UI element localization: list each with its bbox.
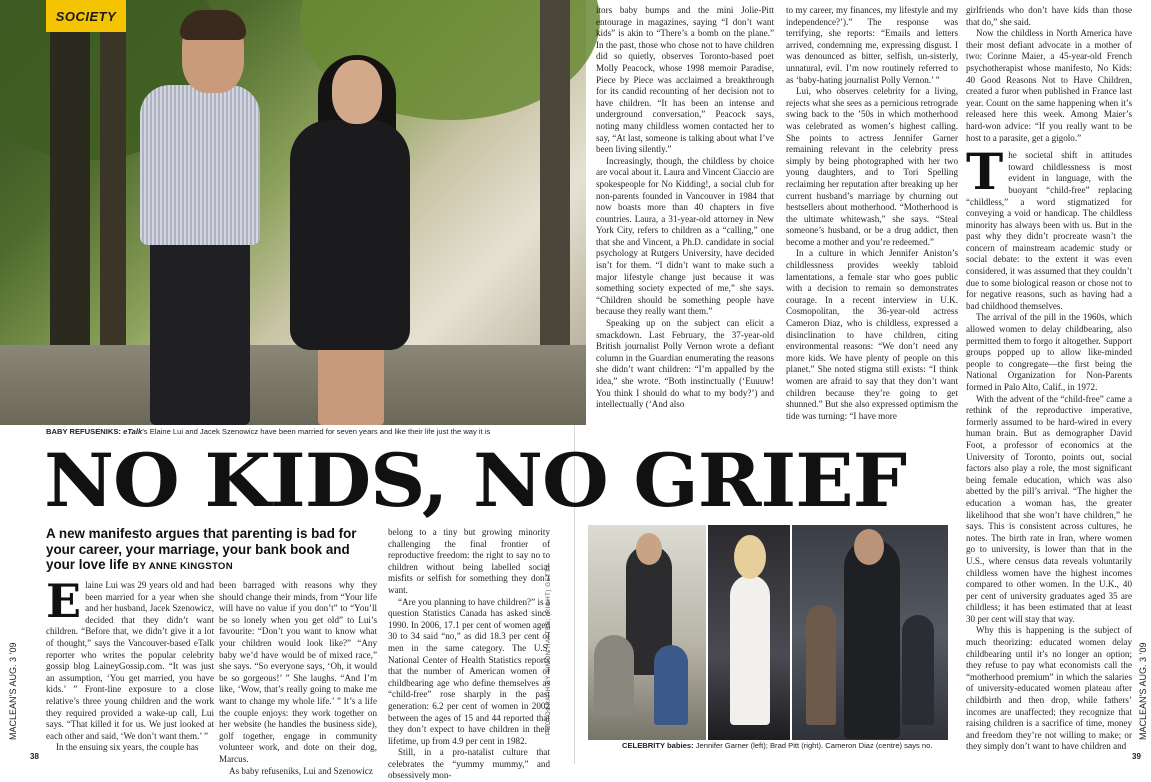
stroller bbox=[594, 635, 634, 715]
celebrity-caption bbox=[622, 741, 932, 750]
dropcap-e: E bbox=[46, 574, 82, 628]
photo-brad-pitt bbox=[792, 525, 948, 740]
paragraph: With the advent of the “child-free” came a rethink of the reproductive imperative, formerly assumed to be hard-wired in every human brain. But as demographer David Foot, a professor of economics at the University of Toronto, points out, social factors also play a role, the most significant being female education, which was also abetted by the pill’s arrival. “The higher the education a woman has, the greater likelihood that she won’t have children,” he says. This is consistent across cultures, he notes. The birth rate in Iran, where women go to university, is lower than that in the U.S., where census data reveals voluntarily childless women have the highest incomes compared to other women. In the U.K., 40 per cent of university graduates aged 35 are childless; it has been estimated that at least 30 per cent will stay that way. bbox=[966, 393, 1132, 624]
column-1 bbox=[46, 574, 214, 753]
man-figure bbox=[844, 539, 900, 739]
celebrity-photos bbox=[588, 525, 948, 740]
caption-show: eTalk bbox=[123, 427, 143, 436]
paragraph bbox=[46, 574, 214, 742]
man-figure bbox=[854, 529, 884, 565]
column-3 bbox=[388, 527, 550, 781]
paragraph: itors baby bumps and the mini Jolie-Pitt entourage in magazines, saying “I don’t want kids” is akin to “There’s a bomb on the plane.” In the past, those who chose not to have children did so quietly, observes Toronto-based poet Molly Peacock, whose 1998 memoir Paradise, Piece by Piece was acclaimed a breakthrough for its candid recounting of her decision not to have children. “It has been an intense and underground conversation,” Peacock says, noting many childless women contacted her to say, “At last, someone is talking about what I’ve been living silently.” bbox=[596, 5, 774, 155]
paragraph: As baby refuseniks, Lui and Szenowicz bbox=[229, 765, 373, 776]
paragraph: Now the childless in North America have their most defiant advocate in a mother of two: Corinne Maier, a 45-year-old French psychotherapist whose manifesto, No Kids: 40 Good Reasons Not to Have Children, created a furor when published in France last year. Count on the same happening when it’s released here this week. Among Maier’s hard-won advice: “If you really want to be host to a parasite, get a gigolo.” bbox=[966, 28, 1132, 143]
paragraph: The arrival of the pill in the 1960s, which allowed women to delay childbearing, also permitted them to forgo it altogether. Support groups popped up to allow like-minded people to congregate—the first being the National Organization for Non-Parents formed in Palo Alto, Calif., in 1972. bbox=[966, 312, 1132, 392]
paragraph: been barraged with reasons why they should change their minds, from “Your life will have no value if you don’t” to “You’ll be so lonely when you get old” to Lui’s favourite: “Don’t you want to know what your children would look like?” “Any baby we’d have would be of mixed race,” she says. “So everyone says, ‘Oh, it would be so gorgeous!’ ” She laughs. “And I’m like, ‘Wow, that’s really going to make me want to change my whole life.’ ” It’s a life the couple enjoys: they work together on her website (he handles the business side), golf together, engage in community volunteer work, and dote on their dog, Marcus. bbox=[219, 580, 377, 764]
man-figure bbox=[180, 10, 246, 40]
paragraph: Speaking up on the subject can elicit a smackdown. Last February, the 37-year-old British journalist Polly Vernon wrote a defiant column in the Guardian enumerating the reasons she didn’t want children: “I’m appalled by the idea,” she wrote. “Both instinctually (‘Euuuw! You think I should do what to my body?’) and intellectually (‘And also bbox=[596, 318, 774, 410]
man-figure bbox=[150, 238, 250, 425]
paragraph-text: he societal shift in attitudes toward childlessness is most evident in language, with the buoyant “child-free” replacing “childless,” a word stigmatized for conveying a void or handicap. The childless minority has always been with us. But in the past why they didn’t procreate wasn’t the concern of mainstream academic study or social debate: to the extent it was even considered, it was assumed that they couldn’t due to some biological reason or chose not to for negative reasons, such as having had a bad childhood themselves. bbox=[966, 150, 1132, 311]
woman-figure bbox=[290, 120, 410, 350]
celebrity-caption-text: Jennifer Garner (left); Brad Pitt (right). Cameron Diaz (centre) says no. bbox=[693, 741, 933, 750]
column-6 bbox=[966, 5, 1132, 752]
paragraph: Still, in a pro-natalist culture that celebrates the “yummy mummy,” and obsessively mon- bbox=[388, 747, 550, 781]
man-figure bbox=[140, 85, 260, 245]
section-tag bbox=[46, 0, 126, 32]
paragraph: “Are you planning to have children?” is a question Statistics Canada has asked since 1990. In 2006, 17.1 per cent of women aged 30 to 34 said “no,” as did 18.3 per cent of men in the same category. The U.S. National Center of Health Statistics reports that the number of American women of childbearing age who define themselves as “child-free” rose sharply in the past generation: 6.2 per cent of women in 2002 between the ages of 15 and 44 reported that they don’t expect to have children in their lifetime, up from 4.9 per cent in 1982. bbox=[388, 596, 550, 746]
deck-text: A new manifesto argues that parenting is bad for your career, your marriage, your bank book and your love life bbox=[46, 526, 357, 572]
magazine-date-left: MACLEAN’S AUG. 3 ’09 bbox=[8, 642, 18, 740]
photo-caption bbox=[46, 427, 586, 437]
paragraph: Why this is happening is the subject of much theorizing: educated women delay childbearing until it’s no longer an option; they refuse to pay what economists call the “motherhood premium” in which the salaries of university-educated women plateau after childbirth and then drop, while fathers’ incomes are unaffected; they recognize that raising children is a sacrifice of time, money and freedom they’re not willing to make; or they simply don’t want to have children and bbox=[966, 625, 1132, 752]
celebrity-caption-label: CELEBRITY babies: bbox=[622, 741, 694, 750]
column-4 bbox=[596, 5, 774, 425]
paragraph bbox=[966, 142, 1132, 312]
woman-figure bbox=[730, 575, 770, 725]
paragraph: In the ensuing six years, the couple has bbox=[56, 742, 199, 753]
section-tag-label: SOCIETY bbox=[55, 8, 117, 24]
photo-cameron-diaz bbox=[708, 525, 790, 740]
paragraph: Lui, who observes celebrity for a living, rejects what she sees as a pernicious retrograde swing back to the ’50s in which motherhood was celebrated as women’s highest calling. She points to actress Jennifer Garner remaining relevant in the celebrity press simply by being photographed with her two young daughters, and to Tori Spelling reclaiming her reputation after breaking up her current husband’s marriage by churning out bestsellers about motherhood. “Motherhood is the ultimate whitewash,” she says. “Steal someone’s husband, or be a drug addict, then become a mother and you’re redeemed.” bbox=[786, 86, 958, 247]
column-2 bbox=[219, 580, 377, 776]
caption-text: ’s Elaine Lui and Jacek Szenowicz have been married for seven years and like their life just the way it is bbox=[142, 427, 491, 436]
sidewalk bbox=[0, 345, 586, 425]
photo-credit: PHOTOGRAPH BY SIMON HAYTER; (RIGHT) GETTY bbox=[546, 563, 552, 735]
caption-label: BABY REFUSENIKS: bbox=[46, 427, 121, 436]
page-number-left: 38 bbox=[30, 752, 39, 761]
headline: NO KIDS, NO GRIEF bbox=[44, 438, 906, 524]
paragraph: girlfriends who don’t have kids than those that do,” she said. bbox=[966, 5, 1132, 27]
paragraph-text: laine Lui was 29 years old and had been married for a year when she and her husband, Jacek Szenowicz, decided that they didn’t want children. “Before that, we didn’t give it a lot of thought,” says the Vancouver-based eTalk reporter who writes the popular celebrity gossip blog LaineyGossip.com. “It was just an assumption, ‘You get married, you have kids.’ ” Front-line exposure to a close relative’s three young children and the work they required provided a wake-up call, Lui says. “That killed it for us. We just looked at each other and said, ‘We don’t want them.’ ” bbox=[46, 580, 214, 741]
magazine-date-right: MACLEAN’S AUG. 3 ’09 bbox=[1138, 642, 1148, 740]
woman-figure bbox=[734, 535, 766, 579]
photo-jennifer-garner bbox=[588, 525, 706, 740]
byline: BY ANNE KINGSTON bbox=[132, 561, 233, 572]
dropcap-t: T bbox=[966, 142, 1004, 202]
page-number-right: 39 bbox=[1132, 752, 1141, 761]
child-figure bbox=[654, 645, 688, 725]
column-5 bbox=[786, 5, 958, 425]
paragraph: to my career, my finances, my lifestyle and my independence?’).” The response was terrifying, she reports: “Emails and letters arrived, condemning me, expressing disgust. I was denounced as bitter, selfish, un-sisterly, unnatural, evil. I’m now routinely referred to as ‘baby-hating journalist Polly Vernon.’ ” bbox=[786, 5, 958, 85]
paragraph: belong to a tiny but growing minority challenging the final frontier of reproductive freedom: the right to say no to children without being labelled social misfits or selfish for something they don’t want. bbox=[388, 527, 550, 595]
woman-figure bbox=[332, 60, 382, 124]
woman-figure bbox=[318, 340, 384, 425]
woman-figure bbox=[636, 533, 662, 565]
child-figure bbox=[806, 605, 836, 725]
paragraph: Increasingly, though, the childless by choice are vocal about it. Laura and Vincent Ciaccio are spokespeople for No Kidding!, a social club for non-parents founded in Vancouver in 1984 that now boasts more than 40 chapters in five countries. Laura, a 31-year-old attorney in New York City, refers to children as a “calling,” one that she and Vincent, a Ph.D. candidate in social psychology at Rutgers University, have decided isn’t for them. “I didn’t want to make such a major lifestyle change just because it was something society expected of me,” she says. “Children should be something people have because they really want them.” bbox=[596, 155, 774, 317]
child-figure bbox=[902, 615, 934, 725]
hero-photo bbox=[0, 0, 586, 425]
deck bbox=[46, 526, 376, 575]
paragraph: In a culture in which Jennifer Aniston’s childlessness provides weekly tabloid lamentations, a female star who goes public with a decision to remain so demonstrates courage. In a recent interview in U.K. Cosmopolitan, the 36-year-old actress Cameron Diaz, who is childless, expressed a disinclination to have children, citing environmental reasons: “We don’t need any more kids. We have plenty of people on this planet.” She noted stigma still exists: “I think women are afraid to say that they don’t want children because they’re going to get shunned.” But she also expressed optimism the tide was turning: “I have more bbox=[786, 248, 958, 421]
